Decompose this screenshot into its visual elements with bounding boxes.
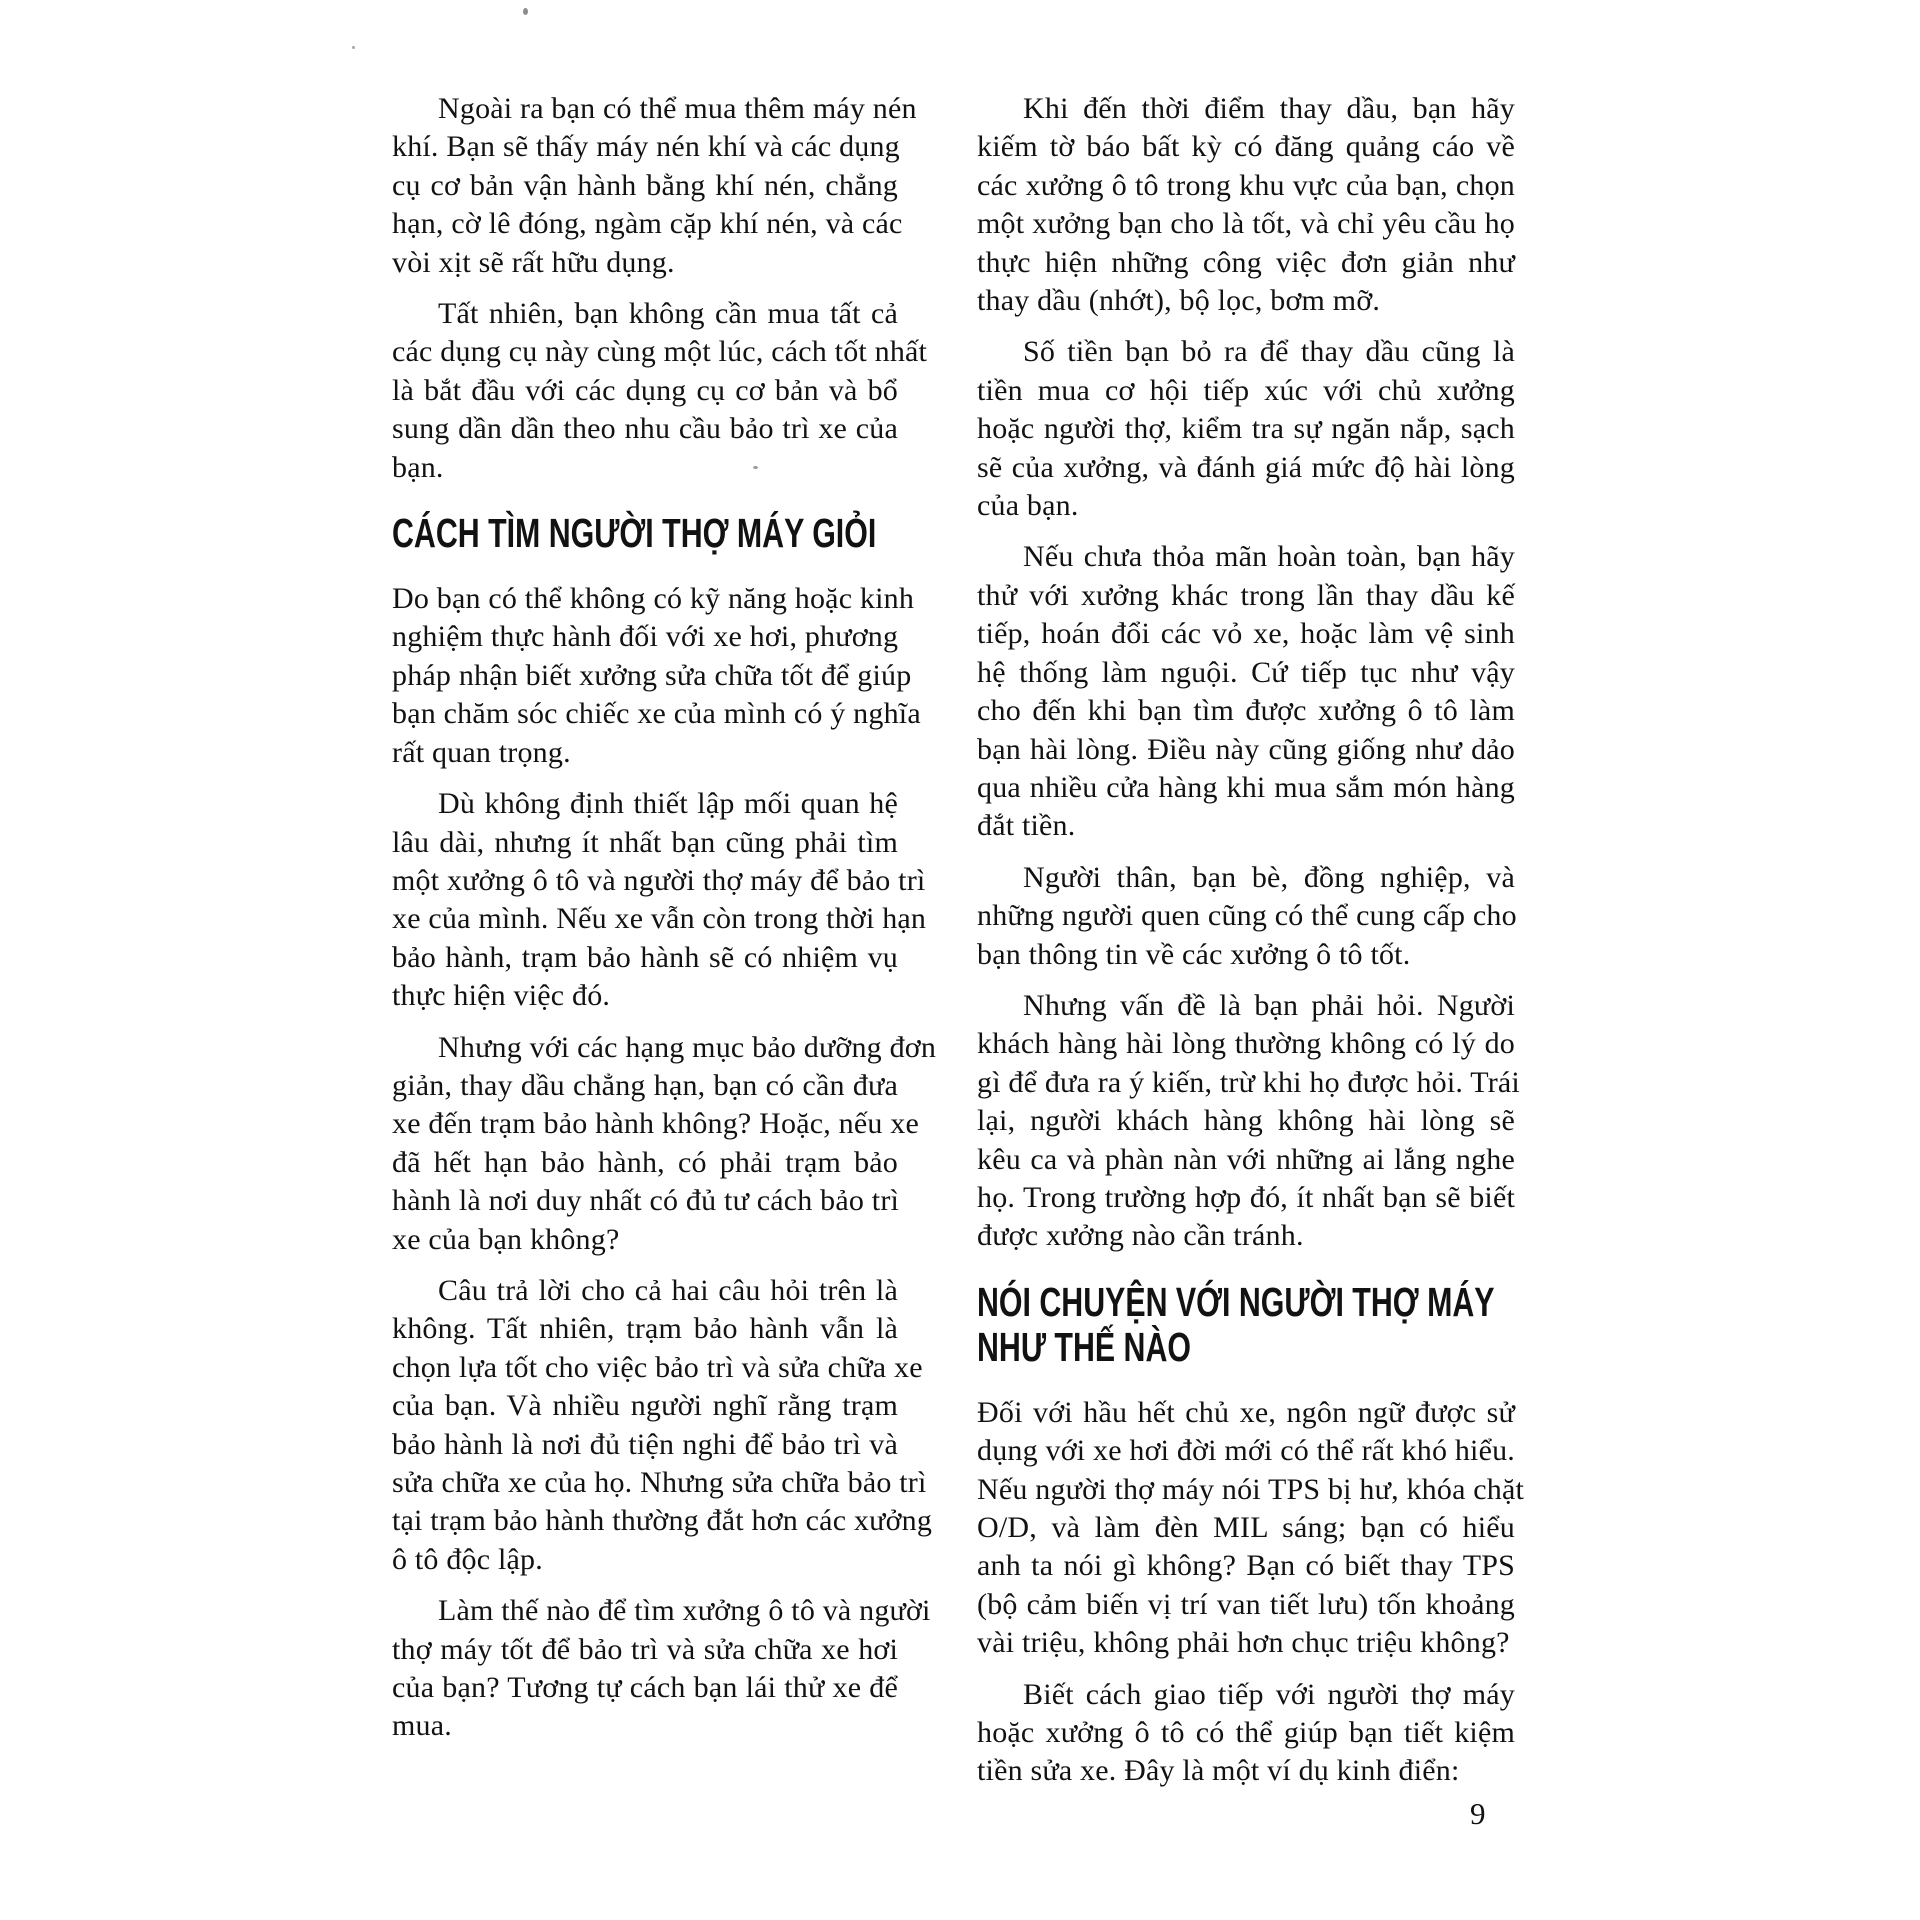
text-line: vòi xịt sẽ rất hữu dụng.: [392, 245, 675, 279]
paragraph: [977, 333, 1515, 525]
paragraph: [392, 1592, 931, 1746]
text-line: Nhưng vấn đề là bạn phải hỏi. Người: [1023, 988, 1515, 1022]
text-line: Người thân, bạn bè, đồng nghiệp, và: [1023, 860, 1515, 894]
text-line: hành là nơi duy nhất có đủ tư cách bảo trì: [392, 1184, 900, 1218]
section-heading: [977, 1280, 1515, 1370]
text-line: bạn hài lòng. Điều này cũng giống như dảo: [977, 732, 1515, 766]
text-line: ô tô độc lập.: [392, 1542, 543, 1576]
text-line: thay dầu (nhớt), bộ lọc, bơm mỡ.: [977, 284, 1381, 318]
text-line: các dụng cụ này cùng một lúc, cách tốt nhất: [392, 335, 928, 369]
paragraph: [977, 987, 1520, 1256]
text-line: hạn, cờ lê đóng, ngàm cặp khí nén, và các: [392, 207, 903, 241]
text-line: lại, người khách hàng không hài lòng sẽ: [977, 1104, 1515, 1138]
text-line: NHƯ THẾ NÀO: [977, 1323, 1191, 1370]
text-line: Do bạn có thể không có kỹ năng hoặc kinh: [392, 582, 915, 616]
text-line: Khi đến thời điểm thay dầu, bạn hãy: [1023, 92, 1515, 125]
paragraph: [977, 1676, 1515, 1791]
text-line: Làm thế nào để tìm xưởng ô tô và người: [438, 1594, 931, 1628]
text-line: sẽ của xưởng, và đánh giá mức độ hài lòng: [977, 450, 1515, 484]
text-line: CÁCH TÌM NGƯỜI THỢ MÁY GIỎI: [392, 510, 877, 557]
text-line: sửa chữa xe của họ. Nhưng sửa chữa bảo trì: [392, 1466, 927, 1499]
text-line: hệ thống làm nguội. Cứ tiếp tục như vậy: [977, 655, 1515, 689]
text-line: O/D, và làm đèn MIL sáng; bạn có hiểu: [977, 1511, 1515, 1544]
text-line: của bạn. Và nhiều người nghĩ rằng trạm: [392, 1389, 898, 1423]
text-line: họ. Trong trường hợp đó, ít nhất bạn sẽ biết: [977, 1180, 1515, 1214]
text-line: Câu trả lời cho cả hai câu hỏi trên là: [438, 1273, 898, 1307]
text-line: khách hàng hài lòng thường không có lý do: [977, 1027, 1515, 1061]
section-heading: [392, 511, 898, 556]
text-line: tiền mua cơ hội tiếp xúc với chủ xưởng: [977, 373, 1515, 407]
text-line: kêu ca và phàn nàn với những ai lắng nghe: [977, 1142, 1515, 1176]
text-line: tại trạm bảo hành thường đắt hơn các xưởng: [392, 1504, 933, 1538]
text-line: Số tiền bạn bỏ ra để thay dầu cũng là: [1023, 335, 1515, 369]
text-line: xe đến trạm bảo hành không? Hoặc, nếu xe: [392, 1107, 919, 1141]
text-line: NÓI CHUYỆN VỚI NGƯỜI THỢ MÁY: [977, 1278, 1495, 1325]
paragraph: [392, 90, 917, 282]
text-line: Đối với hầu hết chủ xe, ngôn ngữ được sử: [977, 1395, 1515, 1429]
text-line: một xưởng ô tô và người thợ máy để bảo trì: [392, 863, 926, 897]
text-line: thực hiện những công việc đơn giản như: [977, 245, 1515, 279]
text-line: nghiệm thực hành đối với xe hơi, phương: [392, 620, 899, 654]
text-line: tiếp, hoán đổi các vỏ xe, hoặc làm vệ sinh: [977, 617, 1515, 651]
text-line: sung dần dần theo nhu cầu bảo trì xe của: [392, 412, 898, 446]
text-line: bạn thông tin về các xưởng ô tô tốt.: [977, 937, 1411, 971]
text-line: cho đến khi bạn tìm được xưởng ô tô làm: [977, 694, 1515, 728]
text-line: bảo hành là nơi đủ tiện nghi để bảo trì và: [392, 1427, 898, 1461]
text-line: của bạn? Tương tự cách bạn lái thử xe để: [392, 1671, 898, 1705]
paragraph: [392, 1029, 937, 1259]
text-line: không. Tất nhiên, trạm bảo hành vẫn là: [392, 1312, 898, 1346]
left-column: [392, 90, 937, 1759]
text-line: Tất nhiên, bạn không cần mua tất cả: [438, 297, 898, 331]
text-line: thợ máy tốt để bảo trì và sửa chữa xe hơi: [392, 1632, 898, 1666]
scan-speck: [352, 46, 355, 49]
paragraph: [977, 859, 1515, 974]
text-line: giản, thay dầu chẳng hạn, bạn có cần đưa: [392, 1068, 898, 1102]
text-line: Dù không định thiết lập mối quan hệ: [438, 787, 898, 821]
text-line: hoặc xưởng ô tô có thể giúp bạn tiết kiệm: [977, 1716, 1515, 1750]
text-line: khí. Bạn sẽ thấy máy nén khí và các dụng: [392, 130, 900, 164]
paragraph: [392, 580, 921, 772]
text-line: Nếu người thợ máy nói TPS bị hư, khóa chặt: [977, 1472, 1525, 1506]
text-line: dụng với xe hơi đời mới có thể rất khó hiểu.: [977, 1434, 1516, 1468]
text-line: chọn lựa tốt cho việc bảo trì và sửa chữa xe: [392, 1350, 923, 1384]
text-line: Ngoài ra bạn có thể mua thêm máy nén: [438, 92, 917, 125]
text-line: được xưởng nào cần tránh.: [977, 1219, 1304, 1253]
text-line: Nếu chưa thỏa mãn hoàn toàn, bạn hãy: [1023, 540, 1515, 574]
text-line: rất quan trọng.: [392, 735, 571, 769]
text-line: bảo hành, trạm bảo hành sẽ có nhiệm vụ: [392, 940, 898, 974]
text-line: thử với xưởng khác trong lần thay dầu kế: [977, 578, 1515, 612]
text-line: vài triệu, không phải hơn chục triệu không?: [977, 1626, 1510, 1660]
text-line: là bắt đầu với các dụng cụ cơ bản và bổ: [392, 373, 898, 407]
paragraph: [977, 1394, 1525, 1663]
text-line: xe của bạn không?: [392, 1222, 620, 1256]
text-line: Biết cách giao tiếp với người thợ máy: [1023, 1677, 1515, 1711]
paragraph: [392, 1272, 933, 1579]
page-number: 9: [1470, 1796, 1486, 1831]
scan-speck: [523, 8, 528, 15]
text-line: đã hết hạn bảo hành, có phải trạm bảo: [392, 1145, 898, 1179]
text-line: bạn.: [392, 450, 444, 484]
text-line: thực hiện việc đó.: [392, 979, 611, 1013]
text-line: của bạn.: [977, 489, 1079, 523]
text-line: (bộ cảm biến vị trí van tiết lưu) tốn khoảng: [977, 1587, 1515, 1621]
text-line: những người quen cũng có thể cung cấp cho: [977, 899, 1517, 933]
text-line: Nhưng với các hạng mục bảo dưỡng đơn: [438, 1030, 937, 1064]
text-line: gì để đưa ra ý kiến, trừ khi họ được hỏi. Trái: [977, 1065, 1520, 1099]
text-line: mua.: [392, 1709, 452, 1743]
text-line: anh ta nói gì không? Bạn có biết thay TPS: [977, 1549, 1515, 1583]
text-line: bạn chăm sóc chiếc xe của mình có ý nghĩa: [392, 697, 921, 731]
text-line: cụ cơ bản vận hành bằng khí nén, chẳng: [392, 168, 898, 202]
text-line: kiếm tờ báo bất kỳ có đăng quảng cáo về: [977, 130, 1515, 164]
text-line: pháp nhận biết xưởng sửa chữa tốt để giúp: [392, 658, 912, 692]
paragraph: [392, 295, 928, 487]
text-line: một xưởng bạn cho là tốt, và chỉ yêu cầu họ: [977, 207, 1515, 241]
text-line: lâu dài, nhưng ít nhất bạn cũng phải tìm: [392, 825, 898, 859]
text-line: qua nhiều cửa hàng khi mua sắm món hàng: [977, 770, 1515, 804]
text-line: hoặc người thợ, kiểm tra sự ngăn nắp, sạch: [977, 412, 1515, 446]
text-line: xe của mình. Nếu xe vẫn còn trong thời hạn: [392, 902, 927, 936]
text-line: đắt tiền.: [977, 809, 1076, 843]
paragraph: [977, 538, 1515, 845]
text-line: các xưởng ô tô trong khu vực của bạn, chọn: [977, 168, 1515, 202]
paragraph: [977, 90, 1515, 320]
text-line: tiền sửa xe. Đây là một ví dụ kinh điển:: [977, 1754, 1460, 1788]
right-column: [977, 90, 1525, 1804]
paragraph: [392, 785, 927, 1015]
